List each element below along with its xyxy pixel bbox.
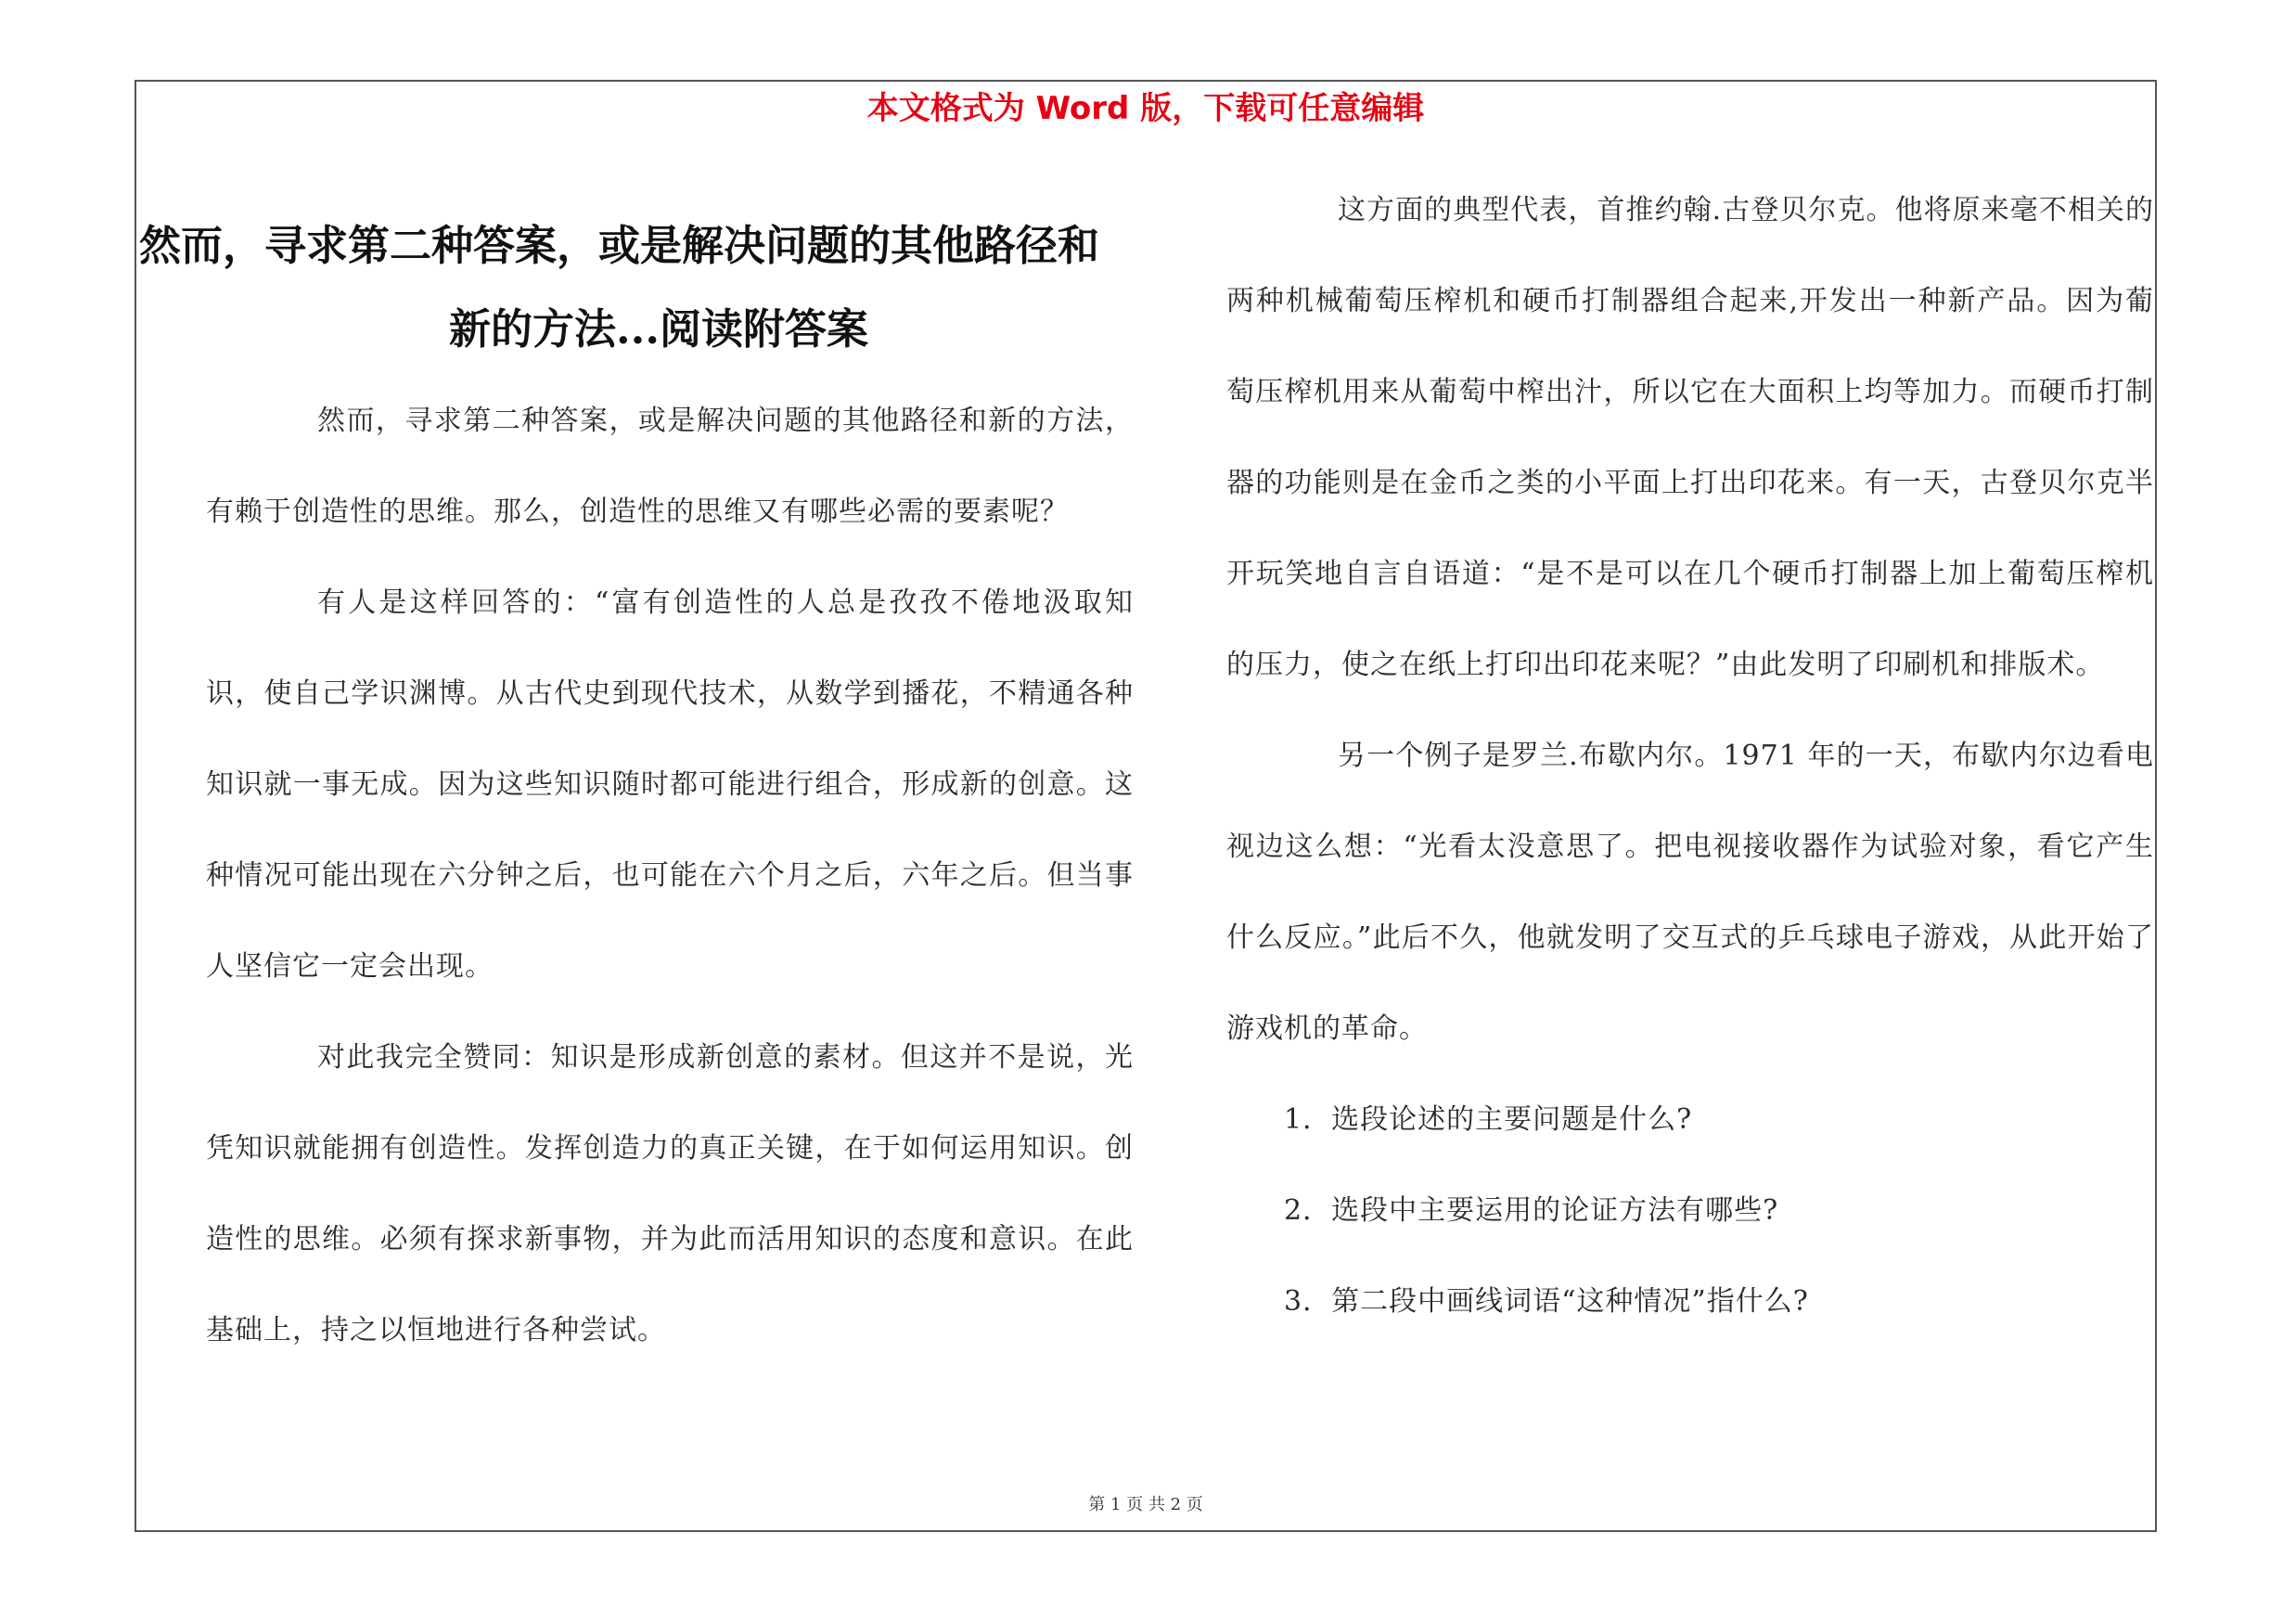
left-column [206, 376, 1134, 1376]
paragraph: 这方面的典型代表，首推约翰.古登贝尔克。他将原来毫不相关的两种机械葡萄压榨机和硬币打制器组合起来,开发出一种新产品。因为葡萄压榨机用来从葡萄中榨出汁，所以它在大面积上均等加力。而硬币打制器的功能则是在金币之类的小平面上打出印花来。有一天，古登贝尔克半开玩笑地自言自语道：“是不是可以在几个硬币打制器上加上葡萄压榨机的压力，使之在纸上打印出印花来呢？”由此发明了印刷机和排版术。 [1226, 194, 2154, 681]
paragraph: 然而，寻求第二种答案，或是解决问题的其他路径和新的方法，有赖于创造性的思维。那么，创造性的思维又有哪些必需的要素呢？ [206, 405, 1134, 528]
question-item: 3．第二段中画线词语“这种情况”指什么? [1284, 1285, 1809, 1318]
question-item: 1．选段论述的主要问题是什么? [1284, 1103, 1693, 1136]
page-number: 第 1 页 共 2 页 [1088, 1495, 1203, 1514]
paragraph: 对此我完全赞同：知识是形成新创意的素材。但这并不是说，光凭知识就能拥有创造性。发挥创造力的真正关键，在于如何运用知识。创造性的思维。必须有探求新事物，并为此而活用知识的态度和意识。在此基础上，持之以恒地进行各种尝试。 [206, 1041, 1134, 1346]
document-title [139, 204, 1141, 371]
paragraph: 另一个例子是罗兰.布歇内尔。1971 年的一天，布歇内尔边看电视边这么想：“光看太没意思了。把电视接收器作为试验对象，看它产生什么反应。”此后不久，他就发明了交互式的乒乓球电子游戏，从此开始了游戏机的革命。 [1226, 740, 2154, 1045]
title-line-1: 然而，寻求第二种答案，或是解决问题的其他路径和 [139, 221, 1100, 270]
paragraph: 有人是这样回答的：“富有创造性的人总是孜孜不倦地汲取知识，使自己学识渊博。从古代史到现代技术，从数学到播花，不精通各种知识就一事无成。因为这些知识随时都可能进行组合，形成新的创意。这种情况可能出现在六分钟之后，也可能在六个月之后，六年之后。但当事人坚信它一定会出现。 [206, 586, 1134, 983]
right-column [1226, 165, 2154, 1347]
title-line-2: 新的方法...阅读附答案 [448, 304, 868, 354]
question-item: 2．选段中主要运用的论证方法有哪些? [1284, 1194, 1779, 1227]
word-format-banner: 本文格式为 Word 版，下载可任意编辑 [866, 90, 1425, 127]
